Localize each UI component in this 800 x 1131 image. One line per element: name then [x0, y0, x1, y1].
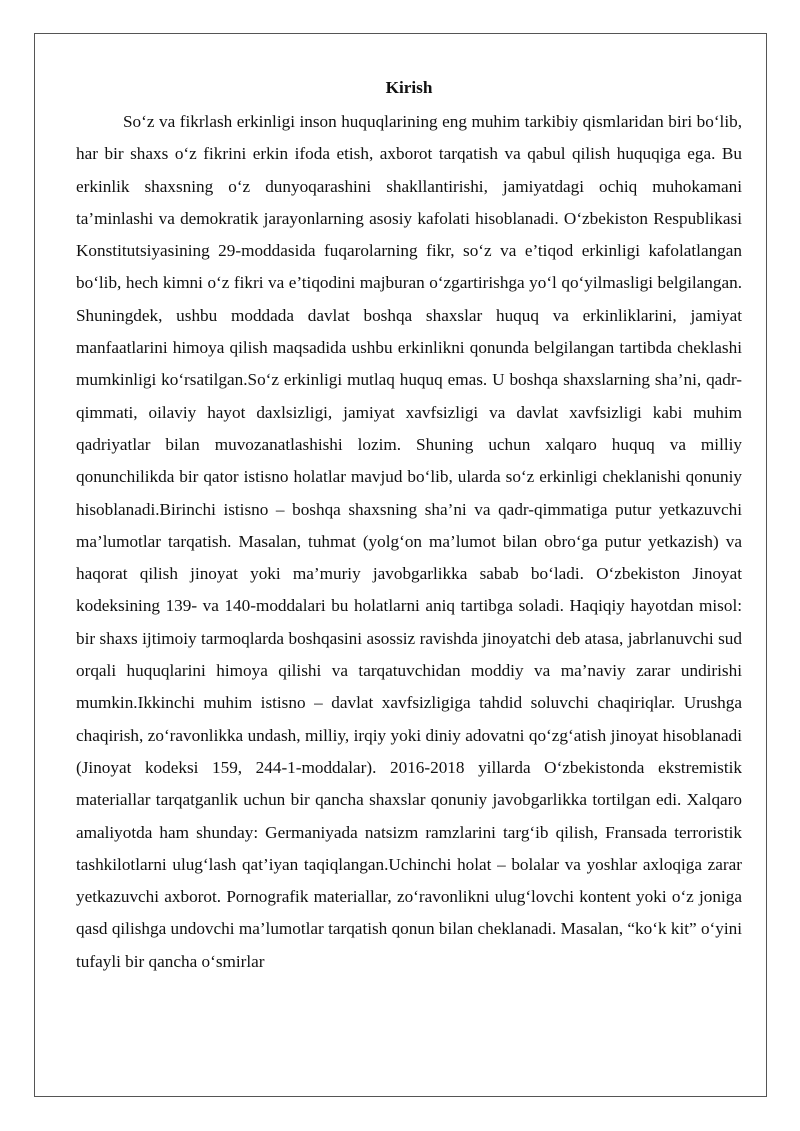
document-title: Kirish — [385, 78, 433, 97]
body-paragraph: So‘z va fikrlash erkinligi inson huquqlarining eng muhim tarkibiy qismlaridan biri bo‘lib, har bir shaxs o‘z fikrini erkin ifoda etish, axborot tarqatish va qabul qilish huquqiga ega. Bu erkinlik shaxsning o‘z dunyoqarashini shakllantirishi, jamiyatdagi ochiq muhokamani ta’minlashi va demokratik jarayonlarning asosiy kafolati hisoblanadi. O‘zbekiston Respublikasi Konstitutsiyasining 29-moddasida fuqarolarning fikr, so‘z va e’tiqod erkinligi kafolatlangan bo‘lib, hech kimni o‘z fikri va e’tiqodini majburan o‘zgartirishga yo‘l qo‘yilmasligi belgilangan. Shuningdek, ushbu moddada davlat boshqa shaxslar huquq va erkinliklarini, jamiyat manfaatlarini himoya qilish maqsadida ushbu erkinlikni qonunda belgilangan tartibda cheklashi mumkinligi ko‘rsatilgan.So‘z erkinligi mutlaq huquq emas. U boshqa shaxslarning sha’ni, qadr-qimmati, oilaviy hayot daxlsizligi, jamiyat xavfsizligi va davlat xavfsizligi kabi muhim qadriyatlar bilan muvozanatlashishi lozim. Shuning uchun xalqaro huquq va milliy qonunchilikda bir qator istisno holatlar mavjud bo‘lib, ularda so‘z erkinligi cheklanishi qonuniy hisoblanadi.Birinchi istisno – boshqa shaxsning sha’ni va qadr-qimmatiga putur yetkazuvchi ma’lumotlar tarqatish. Masalan, tuhmat (yolg‘on ma’lumot bilan obro‘ga putur yetkazish) va haqorat qilish jinoyat yoki ma’muriy javobgarlikka sabab bo‘ladi. O‘zbekiston Jinoyat kodeksining 139- va 140-moddalari bu holatlarni aniq tartibga soladi. Haqiqiy hayotdan misol: bir shaxs ijtimoiy tarmoqlarda boshqasini asossiz ravishda jinoyatchi deb atasa, jabrlanuvchi sud orqali huquqlarini himoya qilishi va tarqatuvchidan moddiy va ma’naviy zarar undirishi mumkin.Ikkinchi muhim istisno – davlat xavfsizligiga tahdid soluvchi chaqiriqlar. Urushga chaqirish, zo‘ravonlikka undash, milliy, irqiy yoki diniy adovatni qo‘zg‘atish jinoyat hisoblanadi (Jinoyat kodeksi 159, 244-1-moddalar). 2016-2018 yillarda O‘zbekistonda ekstremistik materiallar tarqatganlik uchun bir qancha shaxslar qonuniy javobgarlikka tortilgan edi. Xalqaro amaliyotda ham shunday: Germaniyada natsizm ramzlarini targ‘ib qilish, Fransada terroristik tashkilotlarni ulug‘lash qat’iyan taqiqlangan.Uchinchi holat – bolalar va yoshlar axloqiga zarar yetkazuvchi axborot. Pornografik materiallar, zo‘ravonlikni ulug‘lovchi kontent yoki o‘z joniga qasd qilishga undovchi ma’lumotlar tarqatish qonun bilan cheklanadi. Masalan, “ko‘k kit” o‘yini tufayli bir qancha o‘smirlar — [76, 112, 742, 971]
document-content — [76, 75, 742, 978]
